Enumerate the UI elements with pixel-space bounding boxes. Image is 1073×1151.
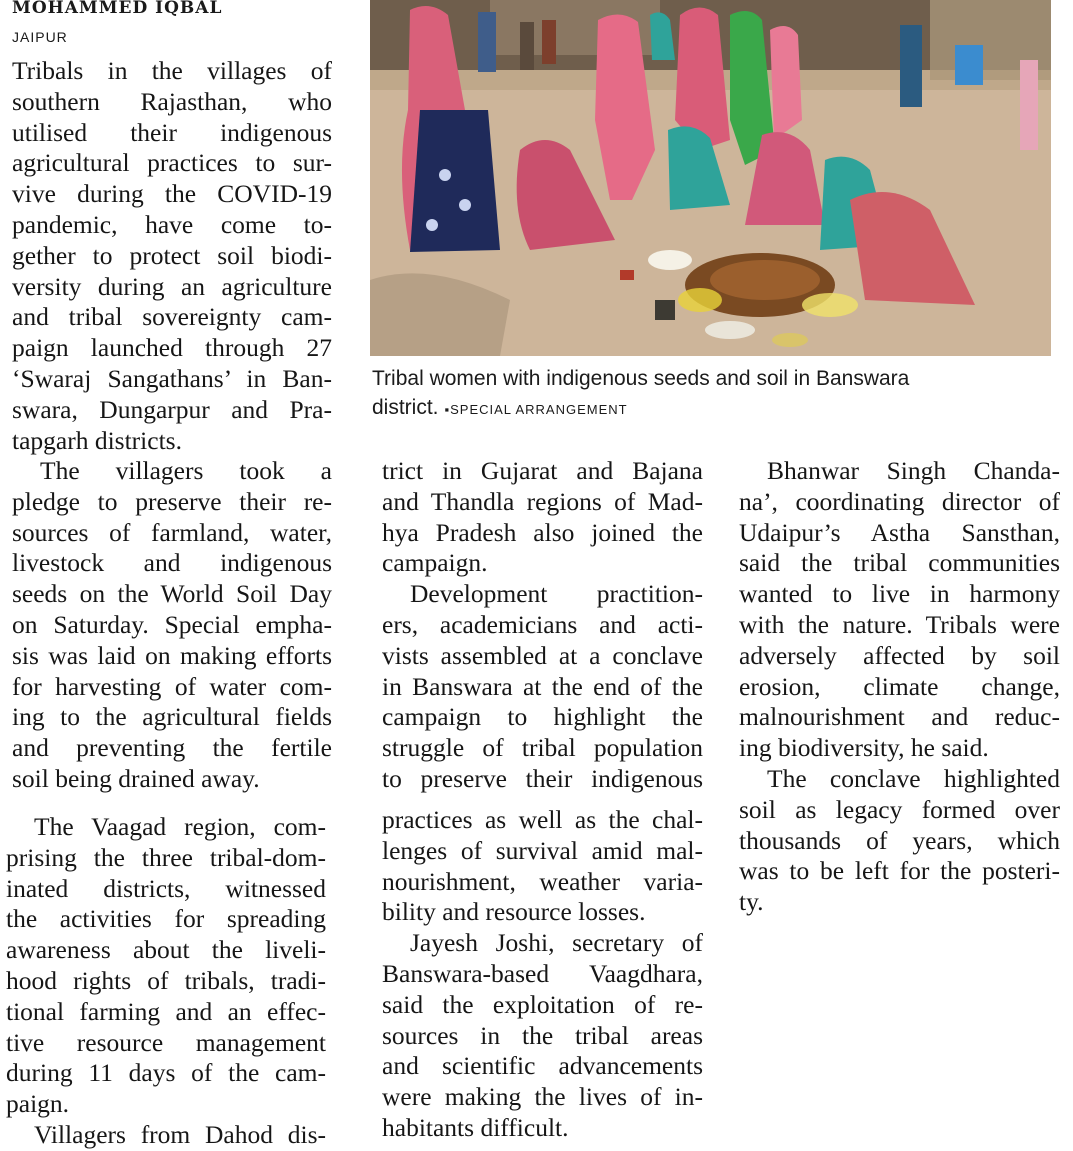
- text-line: wanted to live in harmony: [739, 579, 1060, 609]
- text-line: thousands of years, which: [739, 825, 1060, 855]
- text-line: prising the three tribal-dom-: [6, 842, 326, 872]
- text-line: and tribal sovereignty cam-: [12, 302, 332, 332]
- caption-line-1: Tribal women with indigenous seeds and soil in Banswara: [372, 367, 910, 390]
- text-line: bility and resource losses.: [382, 897, 646, 927]
- text-line: southern Rajasthan, who: [12, 86, 332, 116]
- text-line: malnourishment and reduc-: [739, 702, 1060, 732]
- text-line: erosion, climate change,: [739, 671, 1060, 701]
- text-line: versity during an agriculture: [12, 271, 332, 301]
- text-line: The villagers took a: [40, 456, 332, 485]
- text-line: and Thandla regions of Mad-: [382, 486, 703, 516]
- text-line: utilised their indigenous: [12, 117, 332, 147]
- text-line: soil as legacy formed over: [739, 794, 1060, 824]
- text-line: hood rights of tribals, tradi-: [6, 965, 326, 995]
- text-line: ers, academicians and acti-: [382, 609, 703, 639]
- text-line: adversely affected by soil: [739, 640, 1060, 670]
- caption-text-end: district.: [372, 396, 439, 419]
- text-line: paign launched through 27: [12, 333, 332, 363]
- text-line: inated districts, witnessed: [6, 873, 326, 903]
- text-line: sources of farmland, water,: [12, 517, 332, 547]
- column-2-paragraph-2: [382, 805, 703, 1144]
- text-line: Udaipur’s Astha Sansthan,: [739, 517, 1060, 547]
- text-line: ty.: [739, 887, 764, 917]
- text-line: was to be left for the posteri-: [739, 856, 1060, 886]
- column-1-paragraph-1: [12, 56, 332, 456]
- text-line: ing to the agricultural fields: [12, 702, 332, 732]
- text-line: livestock and indigenous: [12, 548, 332, 578]
- text-line: were making the lives of in-: [382, 1082, 703, 1112]
- dateline: JAIPUR: [12, 29, 68, 45]
- text-line: in Banswara at the end of the: [382, 671, 703, 701]
- text-line: campaign.: [382, 548, 488, 578]
- text-line: Development practition-: [410, 579, 703, 609]
- text-line: Banswara-based Vaagdhara,: [382, 958, 703, 988]
- column-1-paragraph-3: [6, 812, 326, 1151]
- text-line: ‘Swaraj Sangathans’ in Ban-: [12, 363, 332, 393]
- text-line: said the exploitation of re-: [382, 989, 703, 1019]
- text-line: agricultural practices to sur-: [12, 148, 332, 178]
- article-photo: [370, 0, 1051, 356]
- text-line: pledge to preserve their re-: [12, 486, 332, 516]
- text-line: Tribals in the villages of: [12, 56, 332, 85]
- text-line: struggle of tribal population: [382, 733, 703, 763]
- text-line: paign.: [6, 1089, 70, 1119]
- column-3: [739, 456, 1060, 918]
- text-line: and scientific advancements: [382, 1051, 703, 1081]
- photo-caption: [372, 364, 1062, 424]
- text-line: soil being drained away.: [12, 763, 260, 793]
- column-2-paragraph-1: [382, 456, 703, 795]
- text-line: vive during the COVID-19: [12, 179, 332, 209]
- text-line: nourishment, weather varia-: [382, 866, 703, 896]
- text-line: to preserve their indigenous: [382, 763, 703, 793]
- text-line: during 11 days of the cam-: [6, 1058, 326, 1088]
- text-line: na’, coordinating director of: [739, 486, 1060, 516]
- text-line: habitants difficult.: [382, 1112, 569, 1142]
- text-line: sources in the tribal areas: [382, 1020, 703, 1050]
- column-1-paragraph-2: [12, 456, 332, 795]
- caption-line-2: [372, 393, 1062, 424]
- text-line: lenges of survival amid mal-: [382, 835, 703, 865]
- text-line: vists assembled at a conclave: [382, 640, 703, 670]
- text-line: practices as well as the chal-: [382, 805, 703, 834]
- text-line: on Saturday. Special empha-: [12, 609, 332, 639]
- text-line: campaign to highlight the: [382, 702, 703, 732]
- text-line: Villagers from Dahod dis-: [34, 1119, 326, 1149]
- text-line: The conclave highlighted: [767, 763, 1060, 793]
- text-line: seeds on the World Soil Day: [12, 579, 332, 609]
- byline: MOHAMMED IQBAL: [12, 0, 223, 18]
- text-line: gether to protect soil biodi-: [12, 240, 332, 270]
- text-line: said the tribal communities: [739, 548, 1060, 578]
- text-line: trict in Gujarat and Bajana: [382, 456, 703, 485]
- text-line: tional farming and an effec-: [6, 996, 326, 1026]
- photo-credit: ▪SPECIAL ARRANGEMENT: [444, 402, 628, 417]
- text-line: Jayesh Joshi, secretary of: [410, 928, 703, 958]
- photo-tribal-women-seeds-icon: [370, 0, 1051, 356]
- text-line: Bhanwar Singh Chanda-: [767, 456, 1060, 485]
- text-line: tive resource management: [6, 1027, 326, 1057]
- text-line: and preventing the fertile: [12, 733, 332, 763]
- text-line: sis was laid on making efforts: [12, 640, 332, 670]
- text-line: for harvesting of water com-: [12, 671, 332, 701]
- text-line: swara, Dungarpur and Pra-: [12, 394, 332, 424]
- text-line: hya Pradesh also joined the: [382, 517, 703, 547]
- text-line: pandemic, have come to-: [12, 209, 332, 239]
- text-line: tapgarh districts.: [12, 425, 182, 455]
- text-line: awareness about the liveli-: [6, 935, 326, 965]
- text-line: the activities for spreading: [6, 904, 326, 934]
- text-line: ing biodiversity, he said.: [739, 733, 989, 763]
- text-line: with the nature. Tribals were: [739, 609, 1060, 639]
- text-line: The Vaagad region, com-: [34, 812, 326, 841]
